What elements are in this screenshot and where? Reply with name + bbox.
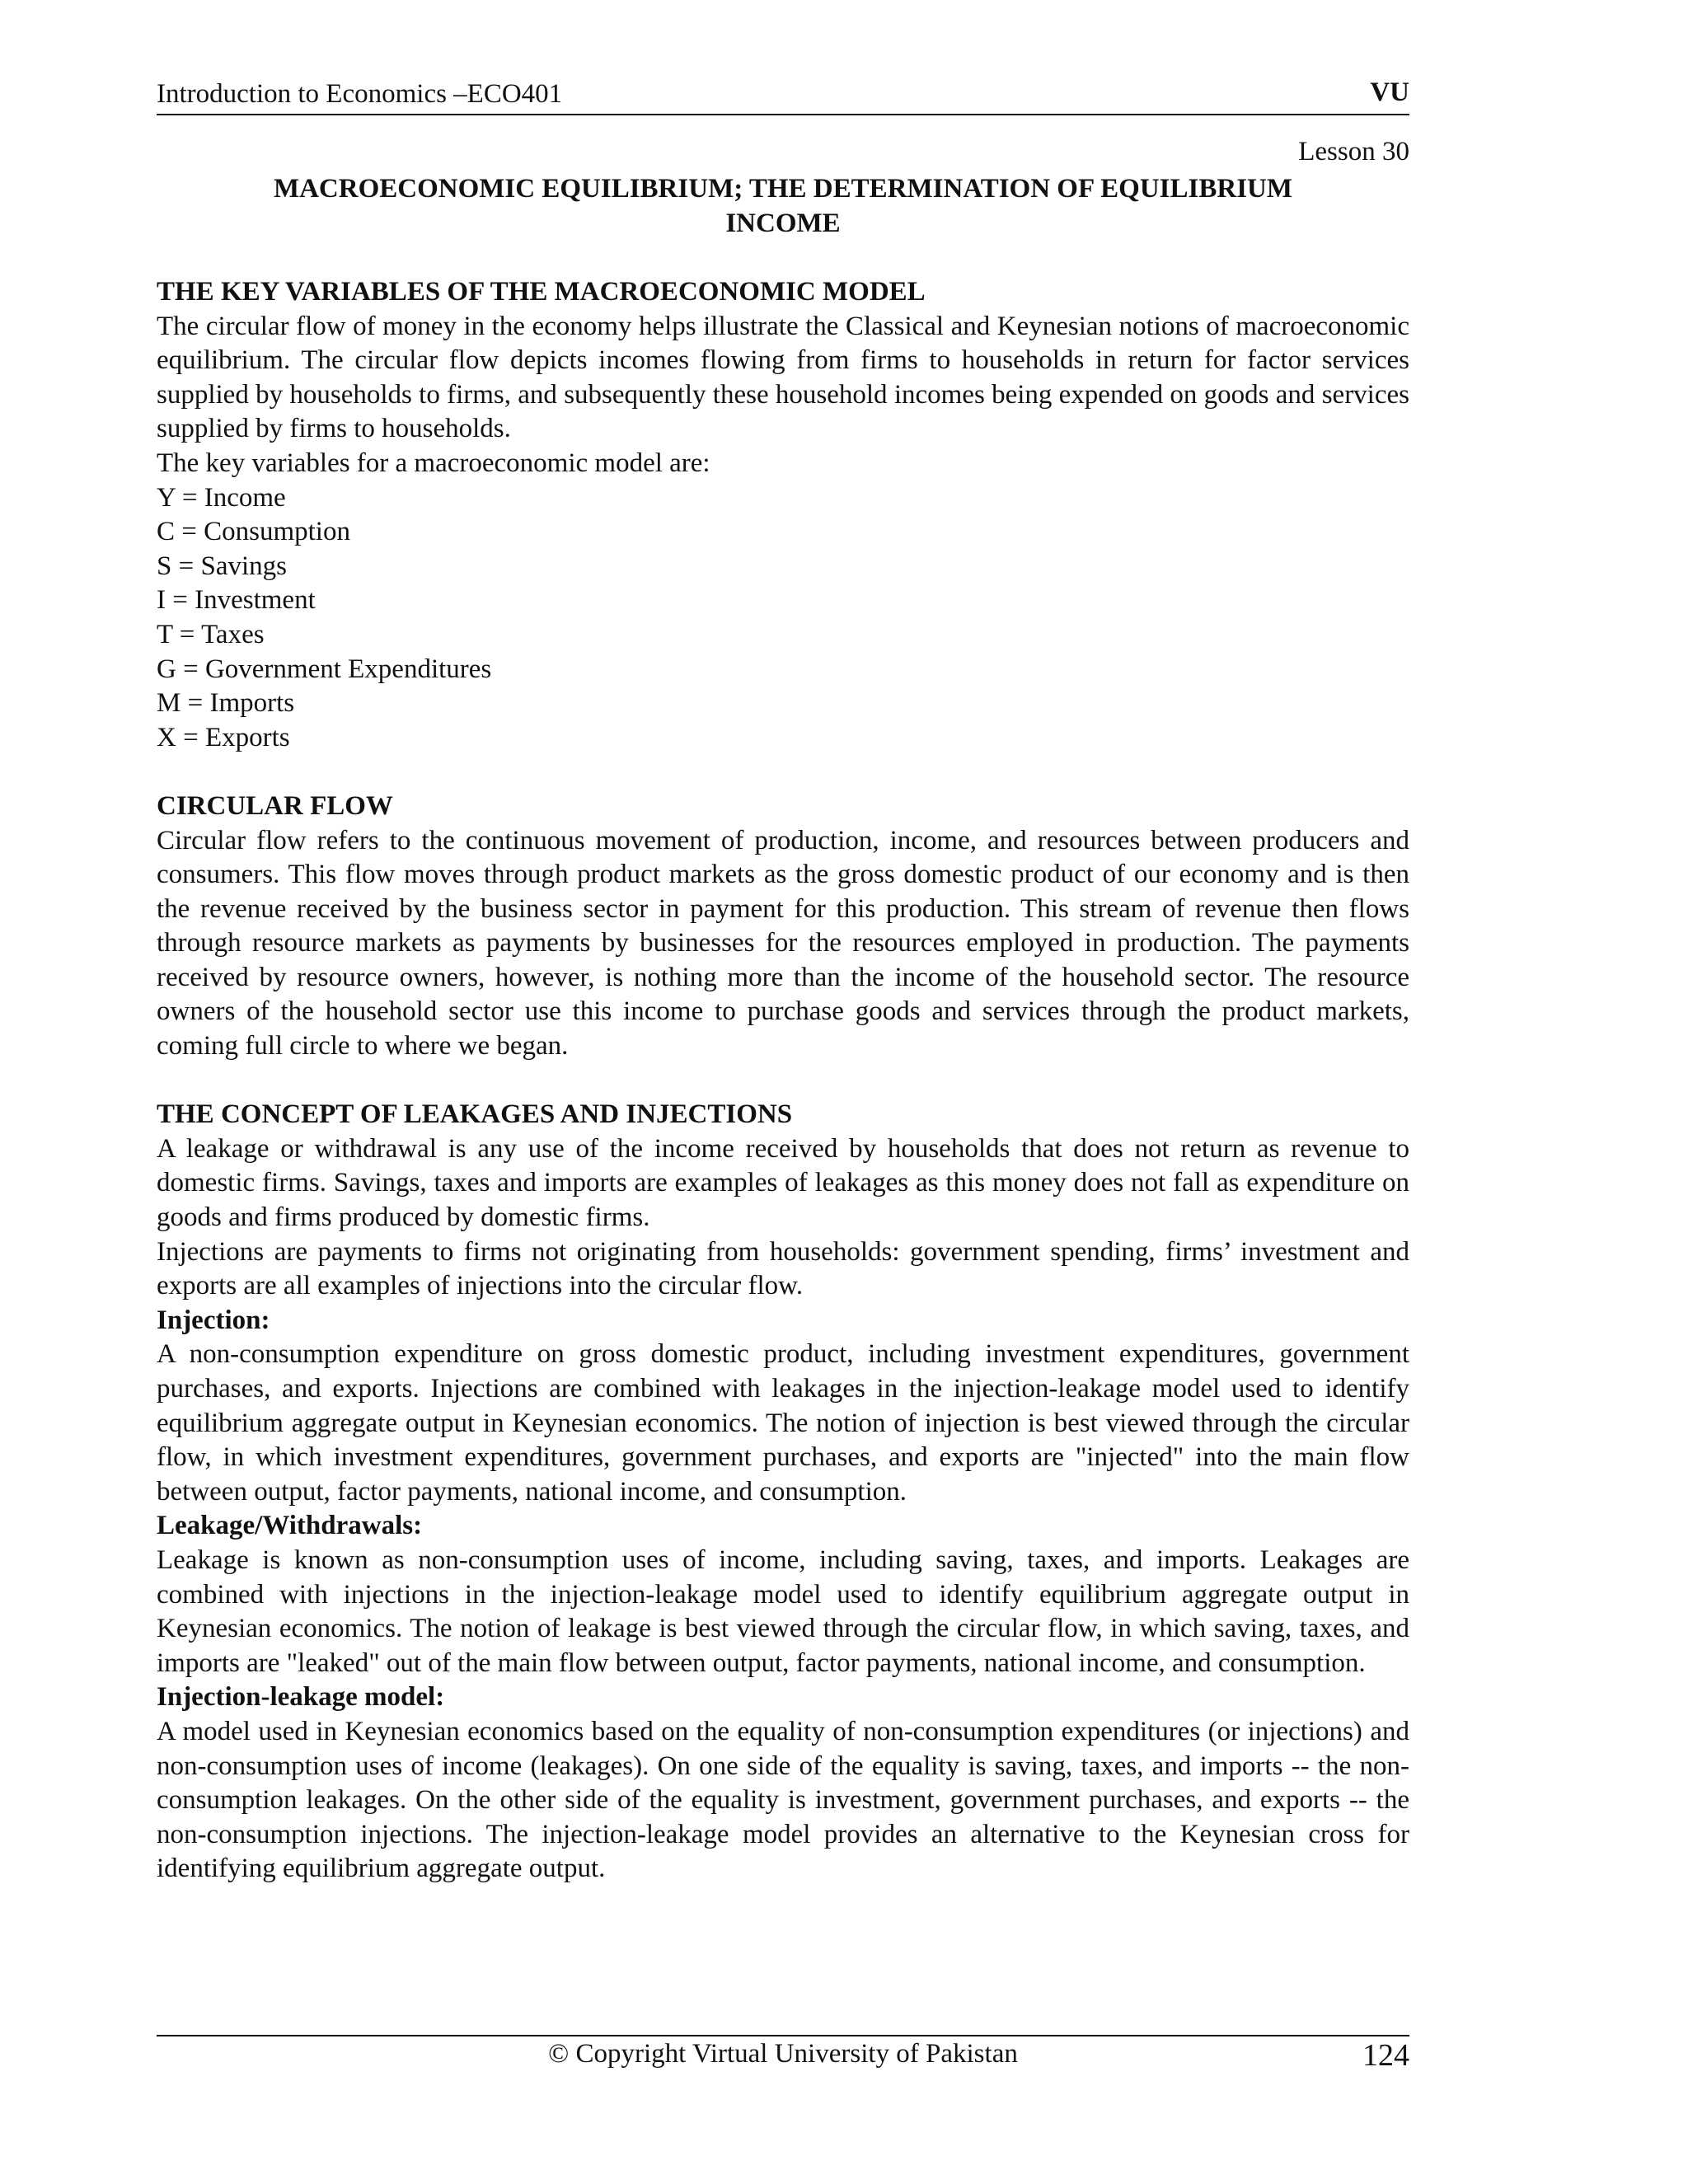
list-item: M = Imports [157, 688, 295, 719]
list-item: I = Investment [157, 585, 316, 616]
list-item: C = Consumption [157, 517, 350, 547]
key-variables-intro: The key variables for a macroeconomic model are: [157, 448, 710, 478]
section-heading-key-variables: THE KEY VARIABLES OF THE MACROECONOMIC MODEL [157, 277, 926, 307]
leakage-definition-paragraph: A leakage or withdrawal is any use of the income received by households that does not return as revenue to domestic firms. Savings, taxes and imports are examples of leakages as this money does not fall as expenditure on goods and firms produced by domestic firms. [157, 1133, 1409, 1233]
list-item: G = Government Expenditures [157, 654, 492, 684]
injection-paragraph: A non-consumption expenditure on gross domestic product, including investment expenditures, government purchases, and exports. Injections are combined with leakages in the injection-leakage model used to identify equilibrium aggregate output in Keynesian economics. The notion of injection is best viewed through the circular flow, in which investment expenditures, government purchases, and exports are "injected" into the main flow between output, factor payments, national income, and consumption. [157, 1339, 1409, 1507]
section-spacer [157, 1064, 1409, 1099]
page-number: 124 [1362, 2038, 1409, 2073]
list-item: S = Savings [157, 551, 287, 581]
document-body [157, 275, 1409, 1886]
section-heading-circular-flow: CIRCULAR FLOW [157, 790, 393, 821]
page-title [157, 171, 1409, 241]
page-header [157, 76, 1409, 115]
injection-definition-paragraph: Injections are payments to firms not originating from households: government spending, firms’ investment and exports are all examples of injections into the circular flow. [157, 1236, 1409, 1301]
subheading-injection: Injection: [157, 1305, 270, 1335]
institution-label: VU [1370, 77, 1409, 107]
key-variables-paragraph: The circular flow of money in the economy helps illustrate the Classical and Keynesian notions of macroeconomic equilibrium. The circular flow depicts incomes flowing from firms to households in return for factor services supplied by households to firms, and subsequently these household incomes being expended on goods and services supplied by firms to households. [157, 311, 1409, 444]
injection-leakage-model-paragraph: A model used in Keynesian economics based on the equality of non-consumption expenditures (or injections) and non-consumption uses of income (leakages). On one side of the equality is saving, taxes, and imports -- the non-consumption leakages. On the other side of the equality is investment, government purchases, and exports -- the non-consumption injections. The injection-leakage model provides an alternative to the Keynesian cross for identifying equilibrium aggregate output. [157, 1716, 1409, 1884]
subheading-injection-leakage-model: Injection-leakage model: [157, 1682, 445, 1713]
variable-list [157, 481, 1409, 756]
list-item: T = Taxes [157, 619, 265, 649]
list-item: Y = Income [157, 482, 286, 513]
section-heading-leakages-injections: THE CONCEPT OF LEAKAGES AND INJECTIONS [157, 1099, 793, 1130]
course-title: Introduction to Economics –ECO401 [157, 79, 563, 109]
section-spacer [157, 755, 1409, 790]
lesson-number: Lesson 30 [1298, 137, 1409, 166]
circular-flow-paragraph: Circular flow refers to the continuous movement of production, income, and resources between producers and consumers. This flow moves through product markets as the gross domestic product of our economy and is then the revenue received by the business sector in payment for this production. This stream of revenue then flows through resource markets as payments by businesses for the resources employed in production. The payments received by resource owners, however, is nothing more than the income of the household sector. The resource owners of the household sector use this income to purchase goods and services through the product markets, coming full circle to where we began. [157, 825, 1409, 1062]
title-line-2: INCOME [725, 209, 841, 238]
subheading-leakage: Leakage/Withdrawals: [157, 1511, 423, 1541]
list-item: X = Exports [157, 722, 290, 752]
copyright-notice: © Copyright Virtual University of Pakistan [548, 2039, 1018, 2069]
leakage-paragraph: Leakage is known as non-consumption uses of income, including saving, taxes, and imports. Leakages are combined with injections in the injection-leakage model used to identify equilibrium aggregate output in Keynesian economics. The notion of leakage is best viewed through the circular flow, in which saving, taxes, and imports are "leaked" out of the main flow between output, factor payments, national income, and consumption. [157, 1544, 1409, 1678]
title-line-1: MACROECONOMIC EQUILIBRIUM; THE DETERMINATION OF EQUILIBRIUM [273, 174, 1293, 204]
footer-divider [157, 2035, 1409, 2036]
